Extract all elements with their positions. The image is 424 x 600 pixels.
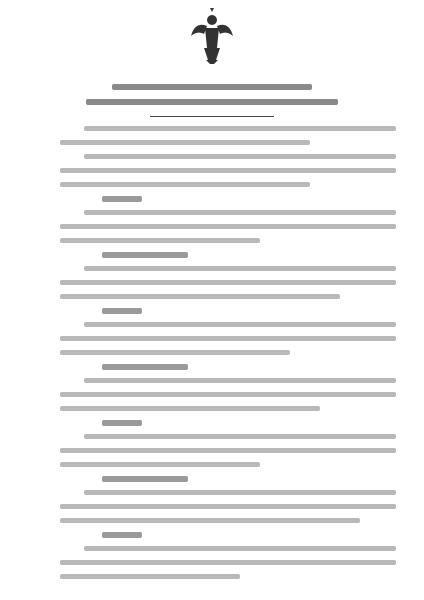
body-text-line <box>84 378 396 383</box>
body-text-line <box>60 294 340 299</box>
body-text-line <box>84 434 396 439</box>
body-text-line <box>84 126 396 131</box>
heading-line-2 <box>86 99 338 105</box>
section-heading-line <box>102 532 142 538</box>
body-text-line <box>60 448 396 453</box>
body-text-line <box>60 168 396 173</box>
body-text-line <box>60 238 260 243</box>
body-text-line <box>84 154 396 159</box>
body-text-line <box>60 462 260 467</box>
heading-line-1 <box>112 84 312 90</box>
heading-divider <box>150 116 274 117</box>
section-heading-line <box>102 252 188 258</box>
body-text-line <box>84 546 396 551</box>
section-heading-line <box>102 196 142 202</box>
section-heading-line <box>102 476 188 482</box>
garuda-emblem <box>190 8 234 64</box>
body-text-line <box>60 518 360 523</box>
body-text-line <box>60 574 240 579</box>
body-text-line <box>60 392 396 397</box>
body-text-line <box>60 182 310 187</box>
body-text-line <box>60 406 320 411</box>
body-text-line <box>60 560 396 565</box>
body-text-line <box>84 210 396 215</box>
body-text-line <box>60 140 310 145</box>
section-heading-line <box>102 420 142 426</box>
body-text-line <box>84 490 396 495</box>
section-heading-line <box>102 364 188 370</box>
body-text-line <box>84 266 396 271</box>
body-text-line <box>60 350 290 355</box>
body-text-line <box>60 336 396 341</box>
section-heading-line <box>102 308 142 314</box>
body-text-line <box>60 504 396 509</box>
body-text-line <box>84 322 396 327</box>
body-text-line <box>60 224 396 229</box>
body-text-line <box>60 280 396 285</box>
